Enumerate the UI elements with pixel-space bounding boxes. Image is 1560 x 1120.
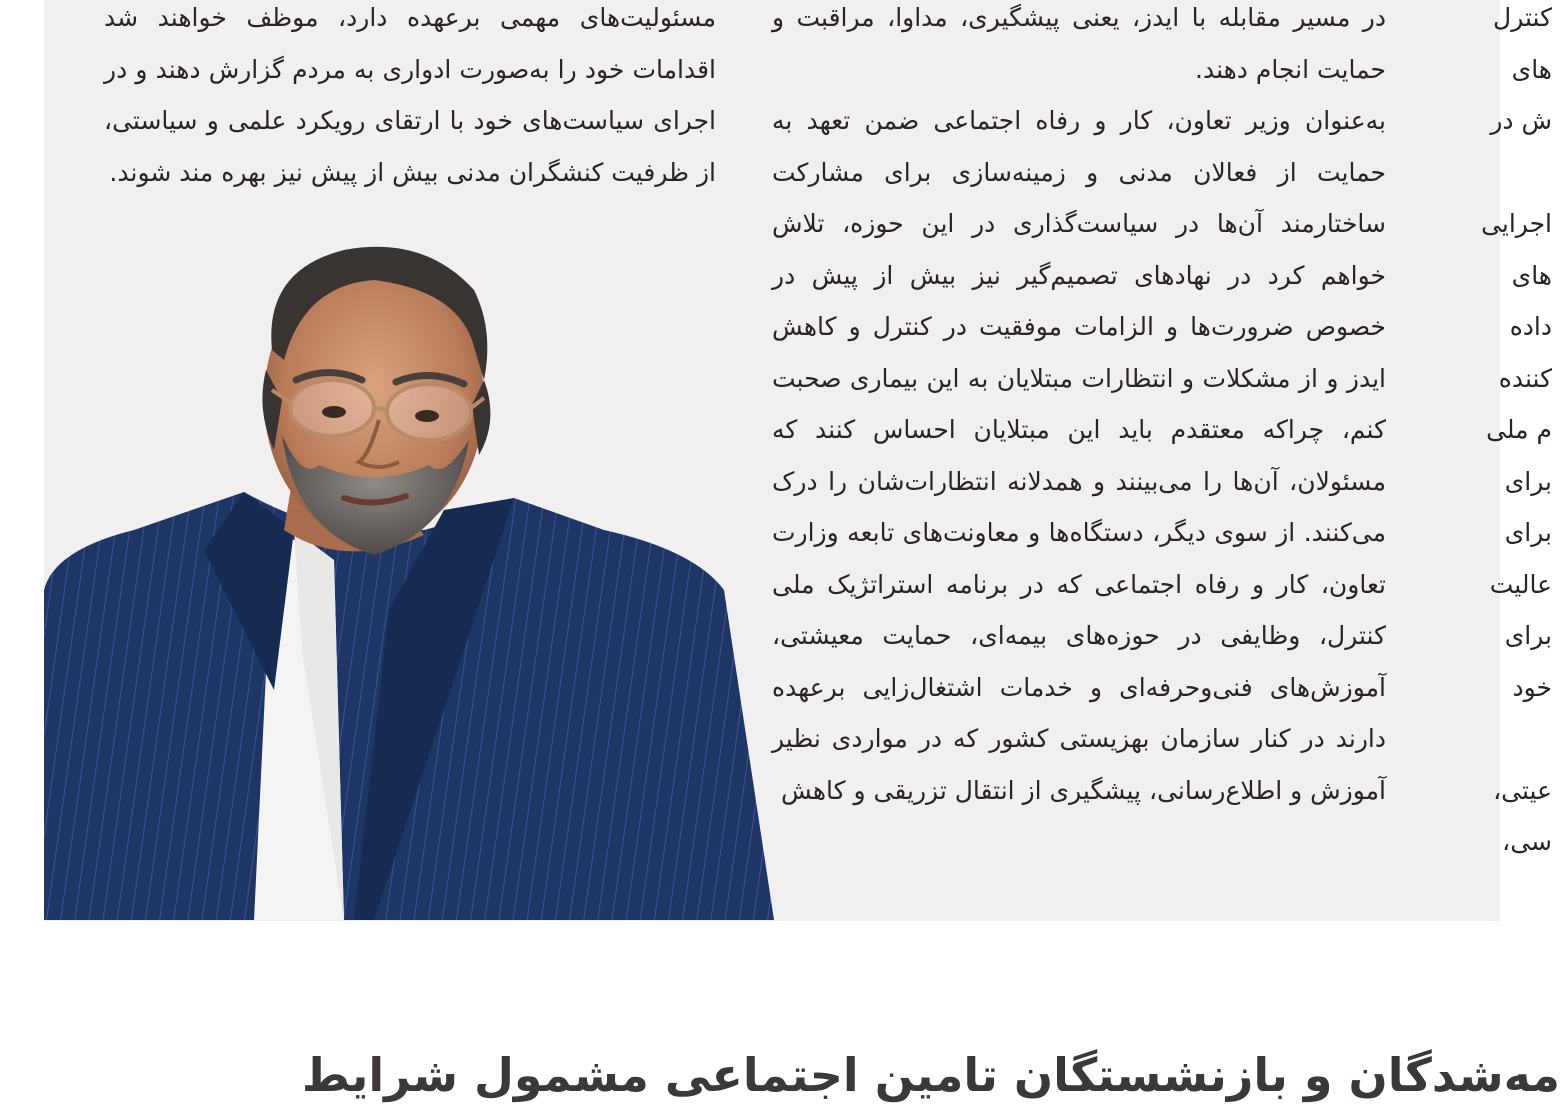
column-fragment-line: اجرایی [1481,209,1552,238]
column-fragment-line: خود [1512,672,1552,702]
article-column-right-cropped [1442,0,1552,868]
article-panel [44,0,1552,921]
column-fragment-line: برای [1504,518,1552,547]
column-fragment-line: برای [1504,466,1552,496]
column-fragment-line [1442,147,1552,199]
column-fragment-line: عالیت [1489,569,1552,599]
column-fragment-line: ش در [1490,106,1552,135]
article-column-left [104,0,716,198]
article-paragraph: مسئولیت‌های مهمی برعهده دارد، موظف خواهند شد اقدامات خود را به‌صورت ادواری به مردم گزارش دهند و در اجرای سیاست‌های خود با ارتقای رویکرد علمی و سیاستی، از ظرفیت کنشگران مدنی بیش از پیش نیز بهره مند شوند. [104,3,716,187]
next-article-headline: مه‌شدگان و بازنشستگان تامین اجتماعی مشمول شرایط [301,1048,1560,1102]
column-fragment-line [1442,713,1552,765]
column-fragment-line: برای [1504,621,1552,650]
column-fragment-line: کننده [1498,363,1552,393]
article-paragraph: در مسیر مقابله با ایدز، یعنی پیشگیری، مداوا، مراقبت و حمایت انجام دهند. [772,3,1386,84]
column-fragment-line: سی، [1502,827,1552,856]
column-fragment-line: کنترل [1493,3,1552,32]
column-fragment-line: عیتی، [1493,775,1552,805]
column-fragment-line: داده [1509,312,1552,341]
article-paragraph: به‌عنوان وزیر تعاون، کار و رفاه اجتماعی ضمن تعهد به حمایت از فعالان مدنی و زمینه‌سازی برای مشارکت ساختارمند آن‌ها در سیاست‌گذاری در این حوزه، تلاش خواهم کرد در نهادهای تصمیم‌گیر نیز بیش از پیش در خصوص ضرورت‌ها و الزامات موفقیت در کنترل و کاهش ایدز و از مشکلات و انتظارات مبتلایان به این بیماری صحبت کنم، چراکه معتقدم باید این مبتلایان احساس کنند که مسئولان، آن‌ها را می‌بینند و همدلانه انتظارات‌شان را درک می‌کنند. از سوی دیگر، دستگاه‌ها و معاونت‌های تابعه وزارت تعاون، کار و رفاه اجتماعی که در برنامه استراتژیک ملی کنترل، وظایفی در حوزه‌های بیمه‌ای، حمایت معیشتی، آموزش‌های فنی‌وحرفه‌ای و خدمات اشتغال‌زایی برعهده دارند در کنار سازمان بهزیستی کشور که در مواردی نظیر آموزش و اطلاع‌رسانی، پیشگیری از انتقال تزریقی و کاهش [772,106,1386,805]
article-column-middle [772,0,1386,816]
portrait-photo [44,230,774,921]
column-fragment-line: های [1511,260,1552,290]
column-fragment-line: های [1511,54,1552,84]
column-fragment-line: م ملی [1486,415,1552,444]
